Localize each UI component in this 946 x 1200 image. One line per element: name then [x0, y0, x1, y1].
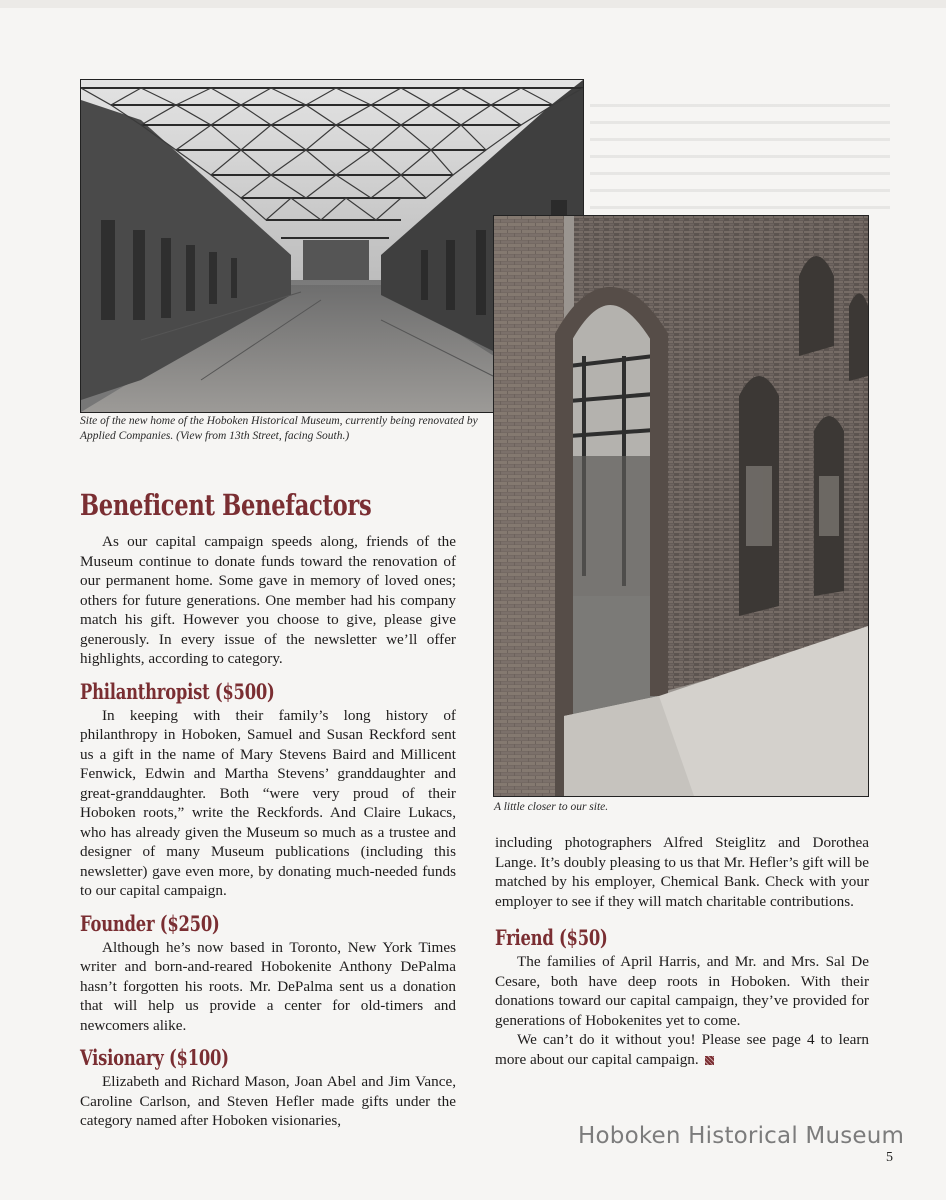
text-philanthropist: In keeping with their family’s long history of philanthropy in Hoboken, Samuel and Susan Reckford sent us a gift in the name of Mary Stevens Baird and Millicent Fenwick, Edwin and Martha Stevens’ granddaughter and great-granddaughter. Both “were very proud of their Hoboken roots,” write the Reckfords. And Claire Lukacs, who has already given the Museum so much as a trustee and designer of many Museum publications (including this newsletter) gave even more, by donating much-needed funds to our capital campaign. [80, 706, 456, 899]
article-right-column [495, 833, 869, 1069]
closing-sentence: We can’t do it without you! Please see page 4 to learn more about our capital campaign. [495, 1031, 869, 1068]
museum-watermark: Hoboken Historical Museum [578, 1123, 905, 1149]
bleed-through-text [590, 90, 890, 210]
text-founder: Although he’s now based in Toronto, New York Times writer and born-and-reared Hobokenite Anthony DePalma hasn’t forgotten his roots. Mr. DePalma sent us a donation that will help us provide a center for old-timers and newcomers alike. [80, 938, 456, 1034]
photo-warehouse-caption: Site of the new home of the Hoboken Historical Museum, currently being renovated by Applied Companies. (View from 13th Street, facing South.) [80, 415, 478, 442]
text-visionary: Elizabeth and Richard Mason, Joan Abel and Jim Vance, Caroline Carlson, and Steven Hefler made gifts under the category named after Hoboken visionaries, [80, 1073, 456, 1129]
heading-visionary: Visionary ($100) [80, 1045, 229, 1070]
article-intro: As our capital campaign speeds along, friends of the Museum continue to donate funds toward the renovation of our permanent home. Some gave in memory of loved ones; others for future generations. One member had his company match his gift. However you choose to give, please give generously. In every issue of the newsletter we’ll offer highlights, according to category. [80, 533, 456, 667]
text-friend: The families of April Harris, and Mr. and Mrs. Sal De Cesare, both have deep roots in Hoboken. With their donations toward our capital campaign, they’ve provided for generations of Hobokenites yet to come. [495, 953, 869, 1029]
article-left-column [80, 488, 456, 1131]
photo-brick-arches [493, 215, 869, 797]
text-closing [495, 1030, 869, 1069]
photo-arches-caption: A little closer to our site. [494, 801, 609, 813]
article-title: Beneficent Benefactors [80, 488, 372, 522]
heading-philanthropist: Philanthropist ($500) [80, 678, 275, 704]
page-edge [0, 0, 946, 8]
end-of-article-icon [705, 1056, 714, 1065]
heading-friend: Friend ($50) [495, 925, 608, 950]
text-visionary-continued: including photographers Alfred Steiglitz and Dorothea Lange. It’s doubly pleasing to us that Mr. Hefler’s gift will be matched by his employer, Chemical Bank. Check with your employer to see if they will match charitable contributions. [495, 834, 869, 910]
page-number: 5 [886, 1150, 893, 1165]
heading-founder: Founder ($250) [80, 910, 220, 936]
